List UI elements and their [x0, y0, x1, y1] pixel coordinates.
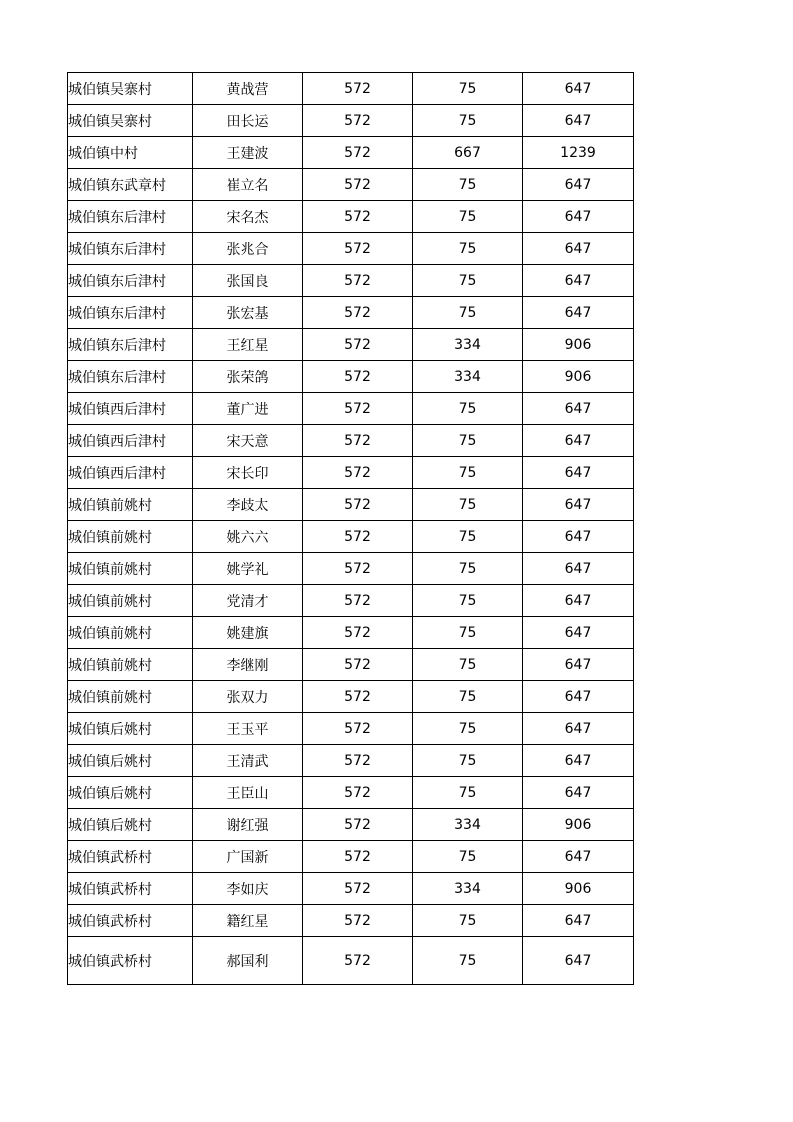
- amount-b-cell: 75: [413, 233, 523, 265]
- amount-a-cell: 572: [303, 137, 413, 169]
- person-name-cell: 王清武: [193, 745, 303, 777]
- person-name-cell: 李如庆: [193, 873, 303, 905]
- data-table: [67, 72, 634, 985]
- person-name-cell: 王臣山: [193, 777, 303, 809]
- person-name-cell: 党清才: [193, 585, 303, 617]
- amount-a-cell: 572: [303, 809, 413, 841]
- total-cell: 647: [523, 265, 634, 297]
- table-row: [68, 745, 634, 777]
- village-cell: 城伯镇前姚村: [68, 553, 193, 585]
- amount-b-cell: 75: [413, 73, 523, 105]
- village-cell: 城伯镇武桥村: [68, 841, 193, 873]
- total-cell: 647: [523, 553, 634, 585]
- table-row: [68, 201, 634, 233]
- amount-a-cell: 572: [303, 521, 413, 553]
- total-cell: 647: [523, 169, 634, 201]
- person-name-cell: 籍红星: [193, 905, 303, 937]
- village-cell: 城伯镇吴寨村: [68, 105, 193, 137]
- amount-b-cell: 334: [413, 873, 523, 905]
- amount-b-cell: 75: [413, 713, 523, 745]
- village-cell: 城伯镇吴寨村: [68, 73, 193, 105]
- table-row: [68, 105, 634, 137]
- person-name-cell: 广国新: [193, 841, 303, 873]
- village-cell: 城伯镇前姚村: [68, 649, 193, 681]
- person-name-cell: 宋长印: [193, 457, 303, 489]
- table-row: [68, 905, 634, 937]
- amount-b-cell: 75: [413, 105, 523, 137]
- person-name-cell: 王玉平: [193, 713, 303, 745]
- village-cell: 城伯镇东后津村: [68, 361, 193, 393]
- amount-b-cell: 75: [413, 745, 523, 777]
- amount-b-cell: 75: [413, 617, 523, 649]
- person-name-cell: 王建波: [193, 137, 303, 169]
- total-cell: 647: [523, 489, 634, 521]
- person-name-cell: 张荣鸽: [193, 361, 303, 393]
- total-cell: 906: [523, 361, 634, 393]
- amount-b-cell: 75: [413, 553, 523, 585]
- person-name-cell: 宋名杰: [193, 201, 303, 233]
- amount-a-cell: 572: [303, 201, 413, 233]
- person-name-cell: 田长运: [193, 105, 303, 137]
- village-cell: 城伯镇西后津村: [68, 425, 193, 457]
- person-name-cell: 李歧太: [193, 489, 303, 521]
- table-row: [68, 329, 634, 361]
- table-row: [68, 777, 634, 809]
- amount-a-cell: 572: [303, 681, 413, 713]
- total-cell: 647: [523, 905, 634, 937]
- table-row: [68, 649, 634, 681]
- person-name-cell: 姚建旗: [193, 617, 303, 649]
- amount-b-cell: 75: [413, 905, 523, 937]
- amount-a-cell: 572: [303, 873, 413, 905]
- table-row: [68, 425, 634, 457]
- amount-a-cell: 572: [303, 425, 413, 457]
- table-row: [68, 873, 634, 905]
- person-name-cell: 李继刚: [193, 649, 303, 681]
- village-cell: 城伯镇武桥村: [68, 873, 193, 905]
- village-cell: 城伯镇西后津村: [68, 457, 193, 489]
- amount-a-cell: 572: [303, 265, 413, 297]
- table-row: [68, 617, 634, 649]
- amount-b-cell: 75: [413, 841, 523, 873]
- amount-b-cell: 75: [413, 201, 523, 233]
- total-cell: 647: [523, 937, 634, 985]
- total-cell: 647: [523, 681, 634, 713]
- table-row: [68, 73, 634, 105]
- total-cell: 647: [523, 617, 634, 649]
- amount-a-cell: 572: [303, 745, 413, 777]
- total-cell: 647: [523, 425, 634, 457]
- amount-b-cell: 75: [413, 169, 523, 201]
- amount-b-cell: 75: [413, 777, 523, 809]
- total-cell: 647: [523, 297, 634, 329]
- village-cell: 城伯镇东后津村: [68, 297, 193, 329]
- amount-b-cell: 75: [413, 937, 523, 985]
- amount-a-cell: 572: [303, 841, 413, 873]
- person-name-cell: 张兆合: [193, 233, 303, 265]
- village-cell: 城伯镇东武章村: [68, 169, 193, 201]
- amount-a-cell: 572: [303, 777, 413, 809]
- village-cell: 城伯镇东后津村: [68, 233, 193, 265]
- village-cell: 城伯镇武桥村: [68, 937, 193, 985]
- amount-b-cell: 75: [413, 585, 523, 617]
- amount-a-cell: 572: [303, 169, 413, 201]
- table-row: [68, 457, 634, 489]
- person-name-cell: 谢红强: [193, 809, 303, 841]
- village-cell: 城伯镇前姚村: [68, 585, 193, 617]
- amount-a-cell: 572: [303, 713, 413, 745]
- amount-b-cell: 334: [413, 809, 523, 841]
- total-cell: 647: [523, 73, 634, 105]
- amount-a-cell: 572: [303, 361, 413, 393]
- total-cell: 1239: [523, 137, 634, 169]
- village-cell: 城伯镇东后津村: [68, 201, 193, 233]
- table-row: [68, 809, 634, 841]
- table-row: [68, 393, 634, 425]
- person-name-cell: 张宏基: [193, 297, 303, 329]
- village-cell: 城伯镇后姚村: [68, 745, 193, 777]
- total-cell: 647: [523, 585, 634, 617]
- village-cell: 城伯镇中村: [68, 137, 193, 169]
- total-cell: 906: [523, 809, 634, 841]
- amount-a-cell: 572: [303, 105, 413, 137]
- total-cell: 906: [523, 873, 634, 905]
- total-cell: 647: [523, 713, 634, 745]
- person-name-cell: 张国良: [193, 265, 303, 297]
- amount-a-cell: 572: [303, 937, 413, 985]
- amount-a-cell: 572: [303, 233, 413, 265]
- total-cell: 647: [523, 457, 634, 489]
- amount-b-cell: 75: [413, 457, 523, 489]
- total-cell: 647: [523, 393, 634, 425]
- village-cell: 城伯镇后姚村: [68, 777, 193, 809]
- amount-b-cell: 667: [413, 137, 523, 169]
- person-name-cell: 黄战营: [193, 73, 303, 105]
- amount-a-cell: 572: [303, 905, 413, 937]
- village-cell: 城伯镇武桥村: [68, 905, 193, 937]
- amount-b-cell: 334: [413, 361, 523, 393]
- amount-b-cell: 75: [413, 521, 523, 553]
- table-row: [68, 265, 634, 297]
- person-name-cell: 郝国利: [193, 937, 303, 985]
- total-cell: 647: [523, 745, 634, 777]
- person-name-cell: 宋天意: [193, 425, 303, 457]
- table-body: [68, 73, 634, 985]
- amount-a-cell: 572: [303, 457, 413, 489]
- amount-a-cell: 572: [303, 649, 413, 681]
- amount-a-cell: 572: [303, 297, 413, 329]
- village-cell: 城伯镇西后津村: [68, 393, 193, 425]
- table-row: [68, 137, 634, 169]
- village-cell: 城伯镇东后津村: [68, 265, 193, 297]
- village-cell: 城伯镇前姚村: [68, 617, 193, 649]
- total-cell: 647: [523, 105, 634, 137]
- table-row: [68, 361, 634, 393]
- village-cell: 城伯镇后姚村: [68, 809, 193, 841]
- table-row: [68, 937, 634, 985]
- person-name-cell: 姚六六: [193, 521, 303, 553]
- table-row: [68, 521, 634, 553]
- amount-b-cell: 75: [413, 681, 523, 713]
- person-name-cell: 董广进: [193, 393, 303, 425]
- amount-b-cell: 75: [413, 393, 523, 425]
- table-row: [68, 489, 634, 521]
- total-cell: 647: [523, 777, 634, 809]
- village-cell: 城伯镇前姚村: [68, 681, 193, 713]
- amount-b-cell: 75: [413, 297, 523, 329]
- table-row: [68, 169, 634, 201]
- village-cell: 城伯镇东后津村: [68, 329, 193, 361]
- amount-a-cell: 572: [303, 393, 413, 425]
- person-name-cell: 王红星: [193, 329, 303, 361]
- table-row: [68, 713, 634, 745]
- amount-b-cell: 334: [413, 329, 523, 361]
- village-cell: 城伯镇前姚村: [68, 489, 193, 521]
- total-cell: 647: [523, 649, 634, 681]
- table-row: [68, 297, 634, 329]
- amount-a-cell: 572: [303, 617, 413, 649]
- table-row: [68, 841, 634, 873]
- amount-b-cell: 75: [413, 489, 523, 521]
- table-row: [68, 585, 634, 617]
- amount-b-cell: 75: [413, 265, 523, 297]
- person-name-cell: 姚学礼: [193, 553, 303, 585]
- total-cell: 906: [523, 329, 634, 361]
- total-cell: 647: [523, 201, 634, 233]
- total-cell: 647: [523, 841, 634, 873]
- amount-a-cell: 572: [303, 489, 413, 521]
- village-cell: 城伯镇后姚村: [68, 713, 193, 745]
- person-name-cell: 崔立名: [193, 169, 303, 201]
- table-row: [68, 553, 634, 585]
- person-name-cell: 张双力: [193, 681, 303, 713]
- village-cell: 城伯镇前姚村: [68, 521, 193, 553]
- amount-a-cell: 572: [303, 73, 413, 105]
- amount-b-cell: 75: [413, 649, 523, 681]
- amount-a-cell: 572: [303, 553, 413, 585]
- total-cell: 647: [523, 233, 634, 265]
- amount-b-cell: 75: [413, 425, 523, 457]
- amount-a-cell: 572: [303, 329, 413, 361]
- total-cell: 647: [523, 521, 634, 553]
- table-row: [68, 233, 634, 265]
- amount-a-cell: 572: [303, 585, 413, 617]
- table-row: [68, 681, 634, 713]
